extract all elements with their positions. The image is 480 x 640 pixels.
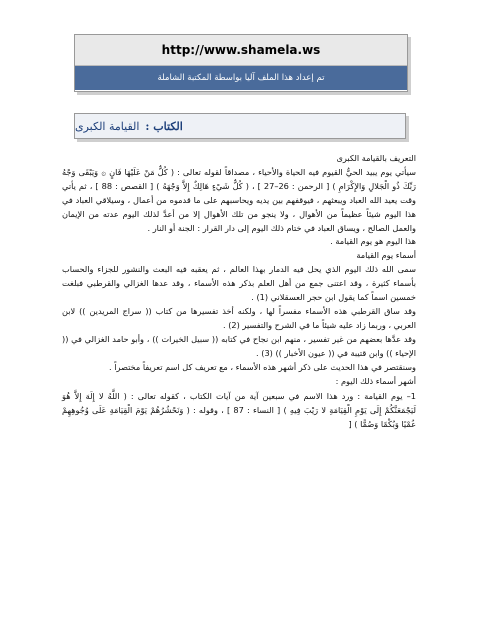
paragraph: سيأتي يوم يبيد الحيُّ القيوم فيه الحياة والأحياء ، مصداقاً لقوله تعالى : ( كُلُّ مَنْ عَلَيْهَا فَانٍ ۞ وَيَبْقَى وَجْهُ رَبِّكَ ذُو الْجَلالِ وَالإِكْرَامِ ) [ الرحمن : 26–27 ] ، ( كُلُّ شَيْءٍ هَالِكٌ إِلاَّ وَجْهَهُ ) [ القصص : 88 ] ، ثم يأتي وقت يعيد الله العباد ويبعثهم ، فيوقفهم بين يديه ويحاسبهم على ما قدموه من أعمال ، وسيلاقي العباد في هذا اليوم شيئاً عظيماً من الأهوال ، ولا ينجو من تلك الأهوال إلا من أعدَّ لذلك اليوم عدته من الإيمان والعمل الصالح ، ويساق العباد في ختام ذلك اليوم إلى دار القرار : الجنة أو النار . bbox=[62, 166, 416, 233]
book-title-box bbox=[74, 113, 406, 139]
paragraph: سمى الله ذلك اليوم الذي يحل فيه الدمار بهذا العالم ، ثم يعقبه فيه البعث والنشور للجزاء والحساب بأسماء كثيرة ، وقد اعتنى جمع من أهل العلم بذكر هذه الأسماء ، وقد عدها الغزالي والقرطبي فبلغت خمسين اسماً كما يقول ابن حجر العسقلاني (1) . bbox=[62, 264, 416, 303]
section-heading: أشهر أسماء ذلك اليوم : bbox=[335, 375, 416, 386]
paragraph: وقد ساق القرطبي هذه الأسماء مفسراً لها ، ولكنه أخذ تفسيرها من كتاب (( سراج المريدين )) لابن العربي ، وربما زاد عليه شيئاً ما في الشرح والتفسير (2) . bbox=[62, 305, 416, 330]
source-header bbox=[74, 34, 408, 92]
page-content bbox=[62, 152, 416, 432]
paragraph: وسنقتصر في هذا الحديث على ذكر أشهر هذه الأسماء ، مع تعريف كل اسم تعريفاً مختصراً . bbox=[108, 361, 416, 372]
book-label: الكتاب : bbox=[145, 119, 183, 133]
paragraph: وقد عدَّها بعضهم من غير تفسير ، منهم ابن نجاح في كتابه (( سبيل الخيرات )) ، وأبو حامد الغزالي في (( الإحياء )) وابن قتيبة في (( عيون الأخبار )) (3) . bbox=[62, 333, 416, 358]
section-heading: التعريف بالقيامة الكبرى bbox=[336, 153, 416, 163]
section-heading: أسماء يوم القيامة bbox=[356, 250, 416, 261]
source-url[interactable]: http://www.shamela.ws bbox=[75, 35, 407, 66]
book-title: القيامة الكبرى bbox=[75, 119, 140, 133]
library-credit: تم إعداد هذا الملف آليا بواسطة المكتبة الشاملة bbox=[75, 66, 407, 90]
paragraph: 1– يوم القيامة : ورد هذا الاسم في سبعين آية من آيات الكتاب ، كقوله تعالى : ( اللَّهُ لا إِلَهَ إِلاَّ هُوَ لَيَجْمَعَنَّكُمْ إِلَى يَوْمِ الْقِيَامَةِ لا رَيْبَ فِيهِ ) [ النساء : 87 ] ، وقوله : ( وَنَحْشُرُهُمْ يَوْمَ الْقِيَامَةِ عَلَى وُجُوهِهِمْ عُمْيًا وَبُكْمًا وَصُمًّا ) [ bbox=[62, 391, 417, 430]
paragraph: هذا اليوم هو يوم القيامة . bbox=[330, 236, 416, 247]
